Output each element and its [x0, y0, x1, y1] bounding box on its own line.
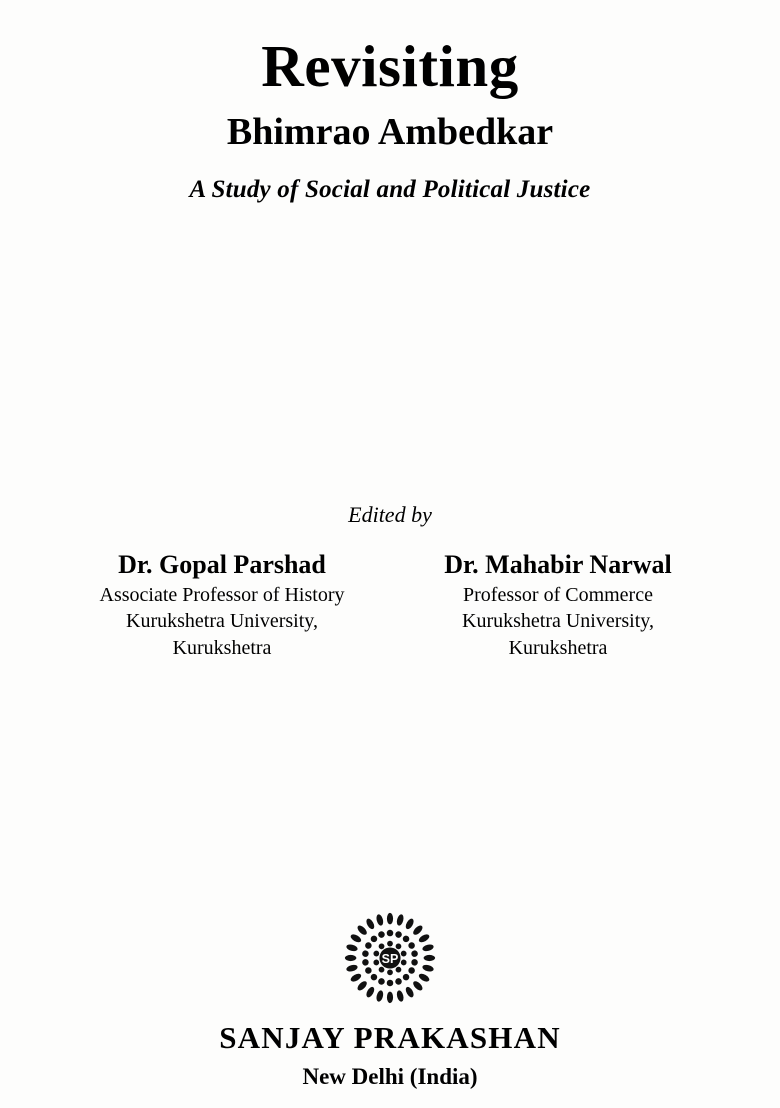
- editor-designation: Professor of Commerce: [463, 583, 653, 606]
- page-title: Revisiting: [261, 33, 519, 99]
- editors-list: [0, 550, 780, 661]
- edited-by-label: Edited by: [348, 501, 432, 527]
- editor-name: Dr. Gopal Parshad: [118, 549, 326, 579]
- book-subject: Bhimrao Ambedkar: [226, 110, 554, 153]
- logo-wrap: [0, 910, 780, 1006]
- editor-entry: [77, 550, 367, 661]
- logo-monogram: SP: [381, 951, 399, 966]
- editor-designation: Associate Professor of History: [99, 583, 345, 606]
- book-subtitle: A Study of Social and Political Justice: [189, 175, 591, 203]
- editor-name: Dr. Mahabir Narwal: [444, 549, 672, 579]
- publisher-block: [0, 910, 780, 1090]
- editor-location: Kurukshetra: [508, 636, 608, 659]
- editor-location: Kurukshetra: [172, 636, 272, 659]
- editor-institution: Kurukshetra University,: [126, 610, 318, 633]
- editor-entry: [413, 550, 703, 661]
- editor-institution: Kurukshetra University,: [462, 610, 654, 633]
- sunburst-publisher-logo-icon: [342, 910, 438, 1006]
- publisher-location: New Delhi (India): [302, 1064, 478, 1089]
- title-block: [0, 0, 780, 204]
- publisher-name: SANJAY PRAKASHAN: [219, 1020, 561, 1055]
